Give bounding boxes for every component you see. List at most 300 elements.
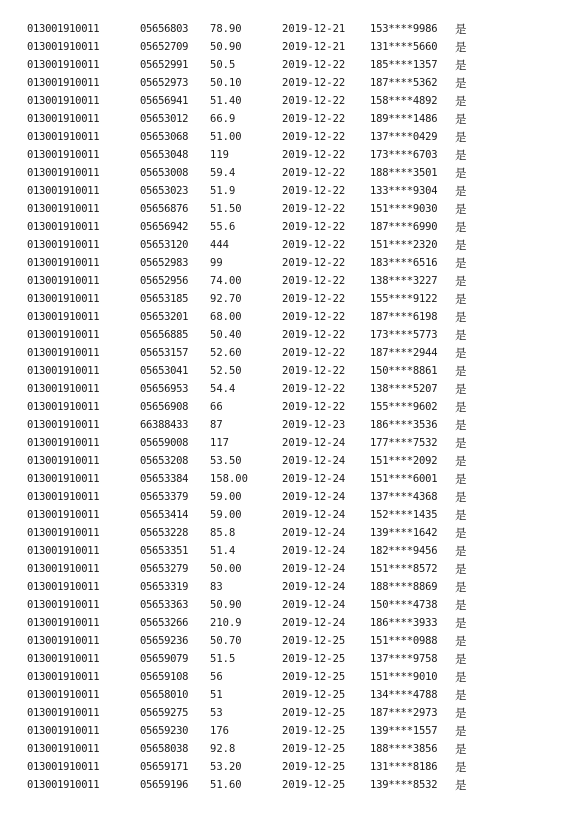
account-number-cell: 013001910011 bbox=[27, 707, 100, 719]
account-number-cell: 013001910011 bbox=[27, 653, 100, 665]
status-flag-cell: 是 bbox=[455, 742, 467, 756]
account-number-cell: 013001910011 bbox=[27, 203, 100, 215]
order-number-cell: 05653120 bbox=[140, 239, 189, 251]
table-row bbox=[0, 290, 562, 308]
status-flag-cell: 是 bbox=[455, 508, 467, 522]
status-flag-cell: 是 bbox=[455, 202, 467, 216]
account-number-cell: 013001910011 bbox=[27, 41, 100, 53]
table-row bbox=[0, 110, 562, 128]
status-flag-cell: 是 bbox=[455, 382, 467, 396]
table-row bbox=[0, 146, 562, 164]
table-row bbox=[0, 722, 562, 740]
status-flag-cell: 是 bbox=[455, 670, 467, 684]
account-number-cell: 013001910011 bbox=[27, 293, 100, 305]
masked-phone-cell: 187****6990 bbox=[370, 221, 438, 233]
table-row bbox=[0, 218, 562, 236]
date-cell: 2019-12-23 bbox=[282, 419, 346, 431]
table-row bbox=[0, 272, 562, 290]
status-flag-cell: 是 bbox=[455, 544, 467, 558]
status-flag-cell: 是 bbox=[455, 238, 467, 252]
table-row bbox=[0, 686, 562, 704]
status-flag-cell: 是 bbox=[455, 364, 467, 378]
date-cell: 2019-12-22 bbox=[282, 203, 346, 215]
account-number-cell: 013001910011 bbox=[27, 329, 100, 341]
amount-cell: 78.90 bbox=[210, 23, 242, 35]
status-flag-cell: 是 bbox=[455, 616, 467, 630]
date-cell: 2019-12-25 bbox=[282, 635, 346, 647]
order-number-cell: 05659171 bbox=[140, 761, 189, 773]
date-cell: 2019-12-24 bbox=[282, 527, 346, 539]
order-number-cell: 05656942 bbox=[140, 221, 189, 233]
amount-cell: 53 bbox=[210, 707, 223, 719]
date-cell: 2019-12-22 bbox=[282, 185, 346, 197]
account-number-cell: 013001910011 bbox=[27, 671, 100, 683]
amount-cell: 87 bbox=[210, 419, 223, 431]
table-row bbox=[0, 128, 562, 146]
order-number-cell: 05653201 bbox=[140, 311, 189, 323]
order-number-cell: 05653379 bbox=[140, 491, 189, 503]
table-row bbox=[0, 776, 562, 794]
table-row bbox=[0, 344, 562, 362]
table-row bbox=[0, 524, 562, 542]
order-number-cell: 05659230 bbox=[140, 725, 189, 737]
order-number-cell: 05653228 bbox=[140, 527, 189, 539]
masked-phone-cell: 155****9602 bbox=[370, 401, 438, 413]
masked-phone-cell: 131****8186 bbox=[370, 761, 438, 773]
table-row bbox=[0, 596, 562, 614]
table-row bbox=[0, 164, 562, 182]
record-table bbox=[0, 20, 562, 794]
masked-phone-cell: 151****9010 bbox=[370, 671, 438, 683]
status-flag-cell: 是 bbox=[455, 40, 467, 54]
date-cell: 2019-12-22 bbox=[282, 365, 346, 377]
date-cell: 2019-12-24 bbox=[282, 617, 346, 629]
masked-phone-cell: 187****2944 bbox=[370, 347, 438, 359]
order-number-cell: 05653279 bbox=[140, 563, 189, 575]
status-flag-cell: 是 bbox=[455, 688, 467, 702]
table-row bbox=[0, 56, 562, 74]
order-number-cell: 05656953 bbox=[140, 383, 189, 395]
masked-phone-cell: 186****3536 bbox=[370, 419, 438, 431]
table-row bbox=[0, 380, 562, 398]
status-flag-cell: 是 bbox=[455, 472, 467, 486]
order-number-cell: 05653266 bbox=[140, 617, 189, 629]
status-flag-cell: 是 bbox=[455, 310, 467, 324]
date-cell: 2019-12-24 bbox=[282, 473, 346, 485]
order-number-cell: 05652709 bbox=[140, 41, 189, 53]
order-number-cell: 05653041 bbox=[140, 365, 189, 377]
table-row bbox=[0, 308, 562, 326]
amount-cell: 68.00 bbox=[210, 311, 242, 323]
date-cell: 2019-12-25 bbox=[282, 725, 346, 737]
account-number-cell: 013001910011 bbox=[27, 689, 100, 701]
status-flag-cell: 是 bbox=[455, 346, 467, 360]
table-row bbox=[0, 704, 562, 722]
amount-cell: 53.20 bbox=[210, 761, 242, 773]
status-flag-cell: 是 bbox=[455, 328, 467, 342]
order-number-cell: 05652991 bbox=[140, 59, 189, 71]
masked-phone-cell: 187****5362 bbox=[370, 77, 438, 89]
account-number-cell: 013001910011 bbox=[27, 365, 100, 377]
order-number-cell: 05653012 bbox=[140, 113, 189, 125]
amount-cell: 66.9 bbox=[210, 113, 236, 125]
amount-cell: 53.50 bbox=[210, 455, 242, 467]
status-flag-cell: 是 bbox=[455, 778, 467, 792]
masked-phone-cell: 158****4892 bbox=[370, 95, 438, 107]
date-cell: 2019-12-24 bbox=[282, 509, 346, 521]
order-number-cell: 05653048 bbox=[140, 149, 189, 161]
order-number-cell: 05653185 bbox=[140, 293, 189, 305]
status-flag-cell: 是 bbox=[455, 598, 467, 612]
date-cell: 2019-12-22 bbox=[282, 113, 346, 125]
status-flag-cell: 是 bbox=[455, 184, 467, 198]
account-number-cell: 013001910011 bbox=[27, 95, 100, 107]
account-number-cell: 013001910011 bbox=[27, 617, 100, 629]
account-number-cell: 013001910011 bbox=[27, 23, 100, 35]
order-number-cell: 05658010 bbox=[140, 689, 189, 701]
masked-phone-cell: 177****7532 bbox=[370, 437, 438, 449]
masked-phone-cell: 182****9456 bbox=[370, 545, 438, 557]
table-row bbox=[0, 254, 562, 272]
amount-cell: 66 bbox=[210, 401, 223, 413]
date-cell: 2019-12-22 bbox=[282, 221, 346, 233]
masked-phone-cell: 133****9304 bbox=[370, 185, 438, 197]
status-flag-cell: 是 bbox=[455, 652, 467, 666]
account-number-cell: 013001910011 bbox=[27, 599, 100, 611]
date-cell: 2019-12-25 bbox=[282, 653, 346, 665]
masked-phone-cell: 151****6001 bbox=[370, 473, 438, 485]
account-number-cell: 013001910011 bbox=[27, 725, 100, 737]
date-cell: 2019-12-22 bbox=[282, 77, 346, 89]
account-number-cell: 013001910011 bbox=[27, 509, 100, 521]
status-flag-cell: 是 bbox=[455, 454, 467, 468]
status-flag-cell: 是 bbox=[455, 130, 467, 144]
status-flag-cell: 是 bbox=[455, 112, 467, 126]
date-cell: 2019-12-25 bbox=[282, 671, 346, 683]
status-flag-cell: 是 bbox=[455, 418, 467, 432]
status-flag-cell: 是 bbox=[455, 400, 467, 414]
account-number-cell: 013001910011 bbox=[27, 131, 100, 143]
table-row bbox=[0, 326, 562, 344]
amount-cell: 50.5 bbox=[210, 59, 236, 71]
order-number-cell: 05659275 bbox=[140, 707, 189, 719]
order-number-cell: 05656885 bbox=[140, 329, 189, 341]
account-number-cell: 013001910011 bbox=[27, 59, 100, 71]
amount-cell: 92.70 bbox=[210, 293, 242, 305]
date-cell: 2019-12-22 bbox=[282, 257, 346, 269]
amount-cell: 51.5 bbox=[210, 653, 236, 665]
order-number-cell: 05659108 bbox=[140, 671, 189, 683]
masked-phone-cell: 188****3501 bbox=[370, 167, 438, 179]
date-cell: 2019-12-21 bbox=[282, 41, 346, 53]
masked-phone-cell: 152****1435 bbox=[370, 509, 438, 521]
amount-cell: 50.10 bbox=[210, 77, 242, 89]
order-number-cell: 05659236 bbox=[140, 635, 189, 647]
amount-cell: 50.70 bbox=[210, 635, 242, 647]
order-number-cell: 05652956 bbox=[140, 275, 189, 287]
date-cell: 2019-12-24 bbox=[282, 545, 346, 557]
account-number-cell: 013001910011 bbox=[27, 743, 100, 755]
status-flag-cell: 是 bbox=[455, 706, 467, 720]
date-cell: 2019-12-25 bbox=[282, 743, 346, 755]
account-number-cell: 013001910011 bbox=[27, 77, 100, 89]
status-flag-cell: 是 bbox=[455, 760, 467, 774]
account-number-cell: 013001910011 bbox=[27, 221, 100, 233]
amount-cell: 59.00 bbox=[210, 491, 242, 503]
amount-cell: 119 bbox=[210, 149, 229, 161]
date-cell: 2019-12-21 bbox=[282, 23, 346, 35]
masked-phone-cell: 131****5660 bbox=[370, 41, 438, 53]
table-row bbox=[0, 650, 562, 668]
amount-cell: 50.90 bbox=[210, 41, 242, 53]
table-row bbox=[0, 362, 562, 380]
order-number-cell: 05653384 bbox=[140, 473, 189, 485]
table-row bbox=[0, 758, 562, 776]
date-cell: 2019-12-22 bbox=[282, 149, 346, 161]
status-flag-cell: 是 bbox=[455, 580, 467, 594]
masked-phone-cell: 173****6703 bbox=[370, 149, 438, 161]
order-number-cell: 05656908 bbox=[140, 401, 189, 413]
account-number-cell: 013001910011 bbox=[27, 239, 100, 251]
amount-cell: 50.90 bbox=[210, 599, 242, 611]
amount-cell: 51 bbox=[210, 689, 223, 701]
table-row bbox=[0, 740, 562, 758]
status-flag-cell: 是 bbox=[455, 436, 467, 450]
account-number-cell: 013001910011 bbox=[27, 401, 100, 413]
order-number-cell: 05653363 bbox=[140, 599, 189, 611]
order-number-cell: 05653068 bbox=[140, 131, 189, 143]
table-row bbox=[0, 200, 562, 218]
amount-cell: 51.4 bbox=[210, 545, 236, 557]
status-flag-cell: 是 bbox=[455, 58, 467, 72]
date-cell: 2019-12-24 bbox=[282, 491, 346, 503]
masked-phone-cell: 151****2092 bbox=[370, 455, 438, 467]
amount-cell: 50.00 bbox=[210, 563, 242, 575]
masked-phone-cell: 173****5773 bbox=[370, 329, 438, 341]
account-number-cell: 013001910011 bbox=[27, 113, 100, 125]
amount-cell: 92.8 bbox=[210, 743, 236, 755]
date-cell: 2019-12-25 bbox=[282, 707, 346, 719]
table-row bbox=[0, 434, 562, 452]
masked-phone-cell: 188****8869 bbox=[370, 581, 438, 593]
account-number-cell: 013001910011 bbox=[27, 761, 100, 773]
amount-cell: 59.4 bbox=[210, 167, 236, 179]
masked-phone-cell: 151****2320 bbox=[370, 239, 438, 251]
status-flag-cell: 是 bbox=[455, 22, 467, 36]
status-flag-cell: 是 bbox=[455, 76, 467, 90]
account-number-cell: 013001910011 bbox=[27, 563, 100, 575]
order-number-cell: 05659196 bbox=[140, 779, 189, 791]
account-number-cell: 013001910011 bbox=[27, 167, 100, 179]
table-row bbox=[0, 632, 562, 650]
date-cell: 2019-12-22 bbox=[282, 329, 346, 341]
amount-cell: 176 bbox=[210, 725, 229, 737]
masked-phone-cell: 139****1557 bbox=[370, 725, 438, 737]
account-number-cell: 013001910011 bbox=[27, 149, 100, 161]
table-row bbox=[0, 506, 562, 524]
date-cell: 2019-12-22 bbox=[282, 59, 346, 71]
masked-phone-cell: 139****8532 bbox=[370, 779, 438, 791]
order-number-cell: 05656803 bbox=[140, 23, 189, 35]
table-row bbox=[0, 452, 562, 470]
status-flag-cell: 是 bbox=[455, 562, 467, 576]
date-cell: 2019-12-24 bbox=[282, 437, 346, 449]
order-number-cell: 05659079 bbox=[140, 653, 189, 665]
date-cell: 2019-12-22 bbox=[282, 275, 346, 287]
account-number-cell: 013001910011 bbox=[27, 491, 100, 503]
status-flag-cell: 是 bbox=[455, 220, 467, 234]
masked-phone-cell: 187****6198 bbox=[370, 311, 438, 323]
account-number-cell: 013001910011 bbox=[27, 347, 100, 359]
table-row bbox=[0, 236, 562, 254]
masked-phone-cell: 183****6516 bbox=[370, 257, 438, 269]
table-row bbox=[0, 560, 562, 578]
date-cell: 2019-12-22 bbox=[282, 347, 346, 359]
status-flag-cell: 是 bbox=[455, 634, 467, 648]
status-flag-cell: 是 bbox=[455, 526, 467, 540]
order-number-cell: 05653351 bbox=[140, 545, 189, 557]
account-number-cell: 013001910011 bbox=[27, 419, 100, 431]
table-row bbox=[0, 38, 562, 56]
order-number-cell: 05653414 bbox=[140, 509, 189, 521]
account-number-cell: 013001910011 bbox=[27, 545, 100, 557]
amount-cell: 444 bbox=[210, 239, 229, 251]
masked-phone-cell: 155****9122 bbox=[370, 293, 438, 305]
amount-cell: 85.8 bbox=[210, 527, 236, 539]
amount-cell: 210.9 bbox=[210, 617, 242, 629]
amount-cell: 56 bbox=[210, 671, 223, 683]
masked-phone-cell: 137****9758 bbox=[370, 653, 438, 665]
account-number-cell: 013001910011 bbox=[27, 311, 100, 323]
status-flag-cell: 是 bbox=[455, 274, 467, 288]
status-flag-cell: 是 bbox=[455, 94, 467, 108]
order-number-cell: 05656941 bbox=[140, 95, 189, 107]
date-cell: 2019-12-22 bbox=[282, 167, 346, 179]
masked-phone-cell: 150****4738 bbox=[370, 599, 438, 611]
account-number-cell: 013001910011 bbox=[27, 581, 100, 593]
account-number-cell: 013001910011 bbox=[27, 527, 100, 539]
table-row bbox=[0, 20, 562, 38]
account-number-cell: 013001910011 bbox=[27, 185, 100, 197]
date-cell: 2019-12-22 bbox=[282, 95, 346, 107]
amount-cell: 51.00 bbox=[210, 131, 242, 143]
status-flag-cell: 是 bbox=[455, 256, 467, 270]
order-number-cell: 66388433 bbox=[140, 419, 189, 431]
amount-cell: 158.00 bbox=[210, 473, 248, 485]
status-flag-cell: 是 bbox=[455, 292, 467, 306]
masked-phone-cell: 151****8572 bbox=[370, 563, 438, 575]
amount-cell: 54.4 bbox=[210, 383, 236, 395]
amount-cell: 99 bbox=[210, 257, 223, 269]
amount-cell: 51.60 bbox=[210, 779, 242, 791]
date-cell: 2019-12-22 bbox=[282, 311, 346, 323]
account-number-cell: 013001910011 bbox=[27, 437, 100, 449]
table-row bbox=[0, 470, 562, 488]
amount-cell: 51.9 bbox=[210, 185, 236, 197]
account-number-cell: 013001910011 bbox=[27, 779, 100, 791]
table-row bbox=[0, 614, 562, 632]
masked-phone-cell: 189****1486 bbox=[370, 113, 438, 125]
account-number-cell: 013001910011 bbox=[27, 383, 100, 395]
table-row bbox=[0, 668, 562, 686]
masked-phone-cell: 188****3856 bbox=[370, 743, 438, 755]
amount-cell: 52.50 bbox=[210, 365, 242, 377]
date-cell: 2019-12-25 bbox=[282, 761, 346, 773]
date-cell: 2019-12-24 bbox=[282, 455, 346, 467]
masked-phone-cell: 187****2973 bbox=[370, 707, 438, 719]
table-row bbox=[0, 74, 562, 92]
order-number-cell: 05653157 bbox=[140, 347, 189, 359]
account-number-cell: 013001910011 bbox=[27, 635, 100, 647]
table-row bbox=[0, 182, 562, 200]
masked-phone-cell: 151****9030 bbox=[370, 203, 438, 215]
table-row bbox=[0, 542, 562, 560]
order-number-cell: 05659008 bbox=[140, 437, 189, 449]
amount-cell: 55.6 bbox=[210, 221, 236, 233]
date-cell: 2019-12-24 bbox=[282, 581, 346, 593]
masked-phone-cell: 134****4788 bbox=[370, 689, 438, 701]
amount-cell: 74.00 bbox=[210, 275, 242, 287]
masked-phone-cell: 137****0429 bbox=[370, 131, 438, 143]
account-number-cell: 013001910011 bbox=[27, 275, 100, 287]
table-row bbox=[0, 488, 562, 506]
masked-phone-cell: 150****8861 bbox=[370, 365, 438, 377]
table-row bbox=[0, 398, 562, 416]
date-cell: 2019-12-22 bbox=[282, 131, 346, 143]
date-cell: 2019-12-22 bbox=[282, 239, 346, 251]
masked-phone-cell: 139****1642 bbox=[370, 527, 438, 539]
order-number-cell: 05653208 bbox=[140, 455, 189, 467]
status-flag-cell: 是 bbox=[455, 148, 467, 162]
masked-phone-cell: 138****5207 bbox=[370, 383, 438, 395]
date-cell: 2019-12-25 bbox=[282, 779, 346, 791]
order-number-cell: 05653319 bbox=[140, 581, 189, 593]
table-row bbox=[0, 416, 562, 434]
account-number-cell: 013001910011 bbox=[27, 257, 100, 269]
order-number-cell: 05653023 bbox=[140, 185, 189, 197]
date-cell: 2019-12-25 bbox=[282, 689, 346, 701]
amount-cell: 59.00 bbox=[210, 509, 242, 521]
masked-phone-cell: 138****3227 bbox=[370, 275, 438, 287]
order-number-cell: 05658038 bbox=[140, 743, 189, 755]
amount-cell: 52.60 bbox=[210, 347, 242, 359]
amount-cell: 117 bbox=[210, 437, 229, 449]
date-cell: 2019-12-22 bbox=[282, 401, 346, 413]
amount-cell: 51.50 bbox=[210, 203, 242, 215]
order-number-cell: 05652973 bbox=[140, 77, 189, 89]
date-cell: 2019-12-22 bbox=[282, 293, 346, 305]
masked-phone-cell: 137****4368 bbox=[370, 491, 438, 503]
date-cell: 2019-12-24 bbox=[282, 599, 346, 611]
masked-phone-cell: 186****3933 bbox=[370, 617, 438, 629]
status-flag-cell: 是 bbox=[455, 724, 467, 738]
order-number-cell: 05653008 bbox=[140, 167, 189, 179]
amount-cell: 50.40 bbox=[210, 329, 242, 341]
masked-phone-cell: 185****1357 bbox=[370, 59, 438, 71]
account-number-cell: 013001910011 bbox=[27, 455, 100, 467]
table-row bbox=[0, 578, 562, 596]
account-number-cell: 013001910011 bbox=[27, 473, 100, 485]
amount-cell: 51.40 bbox=[210, 95, 242, 107]
status-flag-cell: 是 bbox=[455, 166, 467, 180]
status-flag-cell: 是 bbox=[455, 490, 467, 504]
order-number-cell: 05656876 bbox=[140, 203, 189, 215]
amount-cell: 83 bbox=[210, 581, 223, 593]
date-cell: 2019-12-24 bbox=[282, 563, 346, 575]
masked-phone-cell: 153****9986 bbox=[370, 23, 438, 35]
table-row bbox=[0, 92, 562, 110]
order-number-cell: 05652983 bbox=[140, 257, 189, 269]
